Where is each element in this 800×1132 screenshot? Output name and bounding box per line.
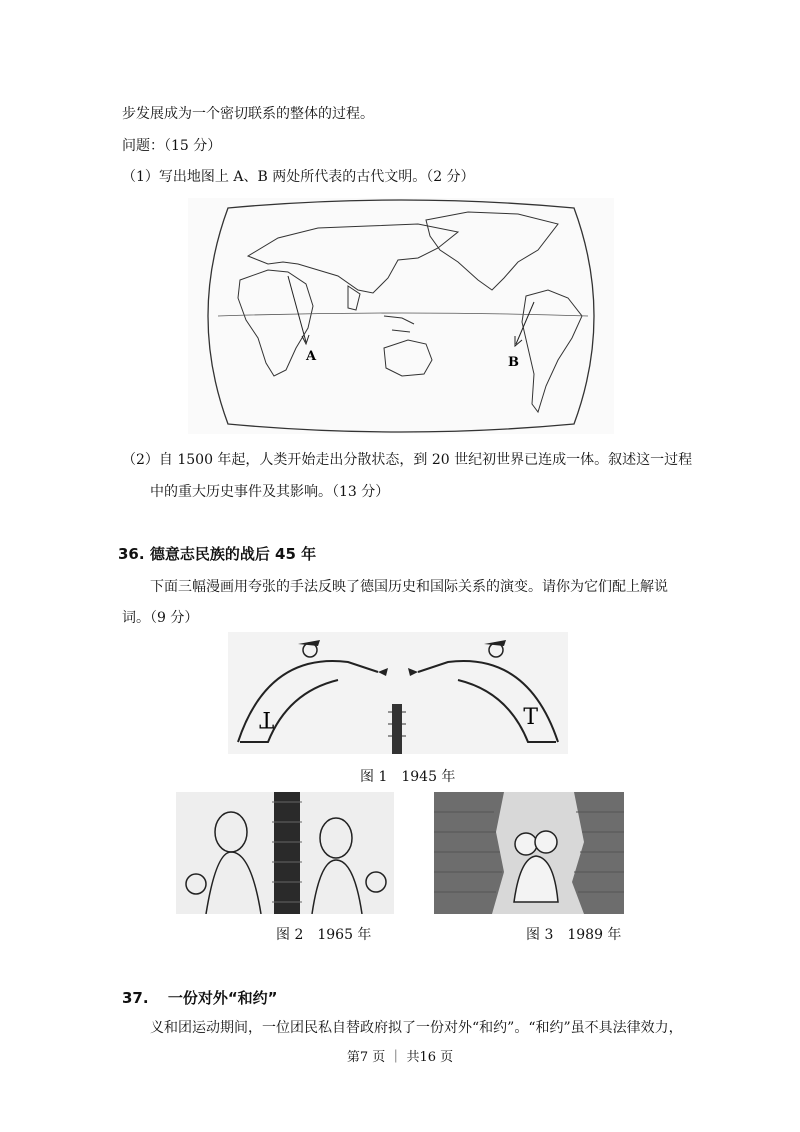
svg-text:T: T [259,706,274,731]
section-37-para-line1: 义和团运动期间，一位团民私自替政府拟了一份对外“和约”。“和约”虽不具法律效力， [150,1020,683,1036]
figure-1-caption: 图 1 1945 年 [360,769,456,785]
section-37-number: 37. [122,989,149,1007]
figure-3-caption: 图 3 1989 年 [526,927,622,943]
question-2-line2: 中的重大历史事件及其影响。（13 分） [150,484,390,500]
world-map-figure [188,198,614,434]
question-header: 问题：（15 分） [122,138,222,154]
section-36-number: 36. [118,545,145,563]
intro-tail: 步发展成为一个密切联系的整体的过程。 [122,106,374,122]
question-2-line1: （2）自 1500 年起，人类开始走出分散状态，到 20 世纪初世界已连成一体。叙述这一过程 [122,452,693,468]
section-36-para-line2: 词。（9 分） [122,610,199,626]
svg-text:T: T [523,705,538,730]
section-36-title: 德意志民族的战后 45 年 [149,545,317,563]
figure-2-caption: 图 2 1965 年 [276,927,372,943]
page-footer: 第7 页 ｜ 共16 页 [346,1050,454,1065]
world-map-image [188,198,614,434]
cartoon-figure-2 [176,792,394,914]
map-label-a: A [306,349,317,364]
cartoon-figure-3 [434,792,624,914]
map-label-b: B [508,355,519,370]
section-37-heading [122,987,278,1008]
section-36-heading [118,543,316,564]
cartoon-figure-1 [228,632,568,754]
question-1: （1）写出地图上 A、B 两处所代表的古代文明。（2 分） [122,169,475,185]
section-36-para-line1: 下面三幅漫画用夸张的手法反映了德国历史和国际关系的演变。请你为它们配上解说 [150,579,668,595]
section-37-title: 一份对外“和约” [167,989,278,1007]
